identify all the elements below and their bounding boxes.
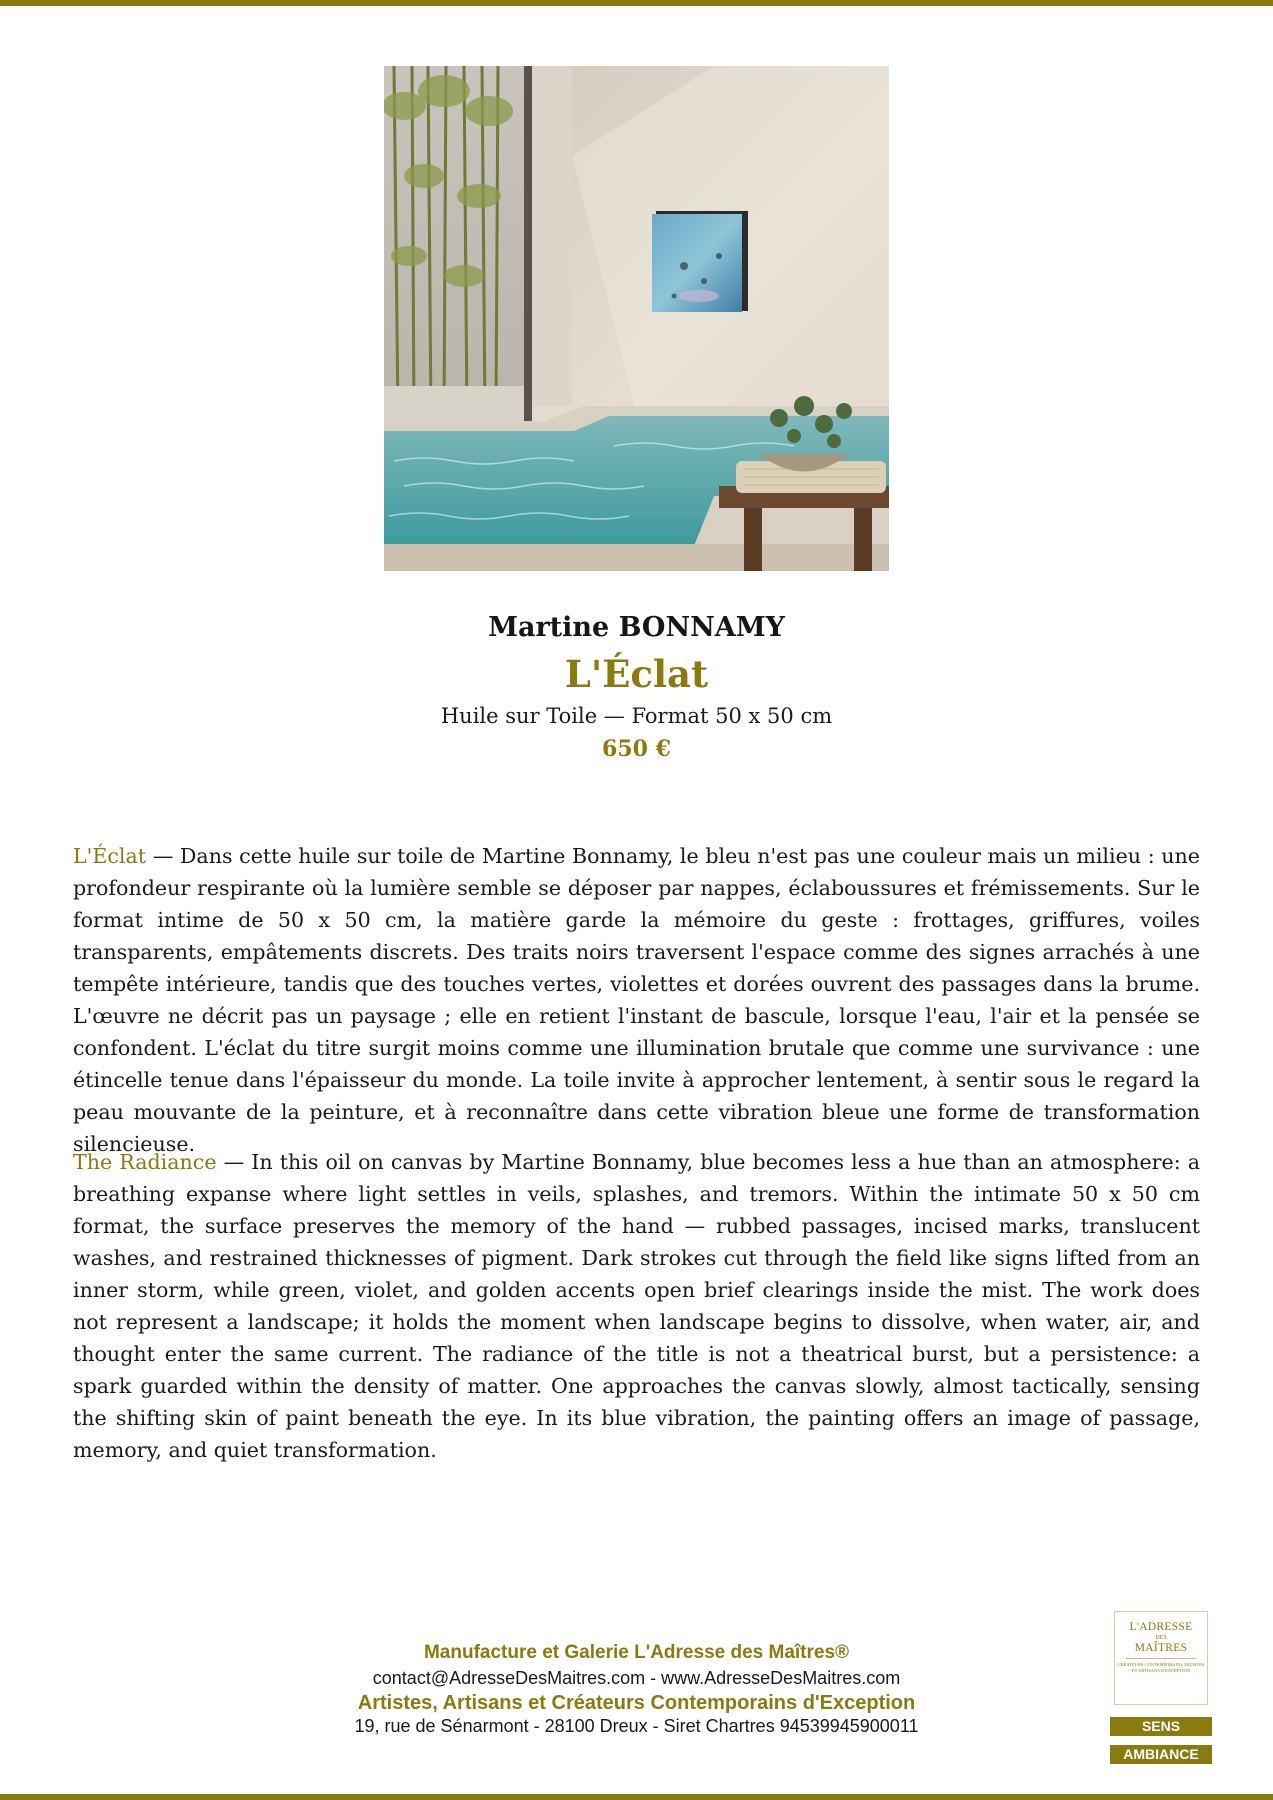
top-accent-bar — [0, 0, 1273, 6]
gallery-logo — [1114, 1611, 1208, 1705]
description-french-lead: L'Éclat — [73, 844, 147, 868]
logo-line-1: L'ADRESSE — [1129, 1621, 1193, 1633]
footer-tagline: Artistes, Artisans et Créateurs Contemporains d'Exception — [357, 1692, 916, 1714]
artwork-photo — [384, 66, 889, 571]
logo-divider — [1126, 1658, 1196, 1659]
artist-name: Martine BONNAMY — [488, 612, 785, 643]
description-french-body: — Dans cette huile sur toile de Martine Bonnamy, le bleu n'est pas une couleur mais un milieu : une profondeur respirante où la lumière semble se déposer par nappes, éclaboussures et frémissements. Sur le format intime de 50 x 50 cm, la matière garde la mémoire du geste : frottages, griffures, voiles transparents, empâtements discrets. Des traits noirs traversent l'espace comme des signes arrachés à une tempête intérieure, tandis que des touches vertes, violettes et dorées ouvrent des passages dans la brume. L'œuvre ne décrit pas un paysage ; elle en retient l'instant de bascule, lorsque l'eau, l'air et la pensée se confondent. L'éclat du titre surgit moins comme une illumination brutale que comme une survivance : une étincelle tenue dans l'épaisseur du monde. La toile invite à approcher lentement, à sentir sous le regard la peau mouvante de la peinture, et à reconnaître dans cette vibration bleue une forme de transformation silencieuse. — [73, 844, 1200, 1156]
footer-contact[interactable]: contact@AdresseDesMaitres.com - www.AdresseDesMaitres.com — [372, 1668, 901, 1688]
footer-gallery-name: Manufacture et Galerie L'Adresse des Maîtres® — [423, 1642, 850, 1663]
tag-ambiance: AMBIANCE — [1110, 1745, 1212, 1764]
artwork-price: 650 € — [602, 736, 671, 762]
tag-sens: SENS — [1110, 1717, 1212, 1736]
bottom-accent-bar — [0, 1794, 1273, 1800]
description-english — [73, 1146, 1200, 1466]
artwork-title: L'Éclat — [564, 652, 709, 696]
artwork-medium-format: Huile sur Toile — Format 50 x 50 cm — [440, 704, 833, 728]
logo-line-2: DES — [1155, 1635, 1167, 1641]
logo-line-4: CRÉATEURS CONTEMPORAINS ARTISTES ET ARTISANS D'EXCEPTION — [1117, 1662, 1205, 1673]
description-english-body: — In this oil on canvas by Martine Bonnamy, blue becomes less a hue than an atmosphere: a breathing expanse where light settles in veils, splashes, and tremors. Within the intimate 50 x 50 cm format, the surface preserves the memory of the hand — rubbed passages, incised marks, translucent washes, and restrained thicknesses of pigment. Dark strokes cut through the field like signs lifted from an inner storm, while green, violet, and golden accents open brief clearings inside the mist. The work does not represent a landscape; it holds the moment when landscape begins to dissolve, when water, air, and thought enter the same current. The radiance of the title is not a theatrical burst, but a persistence: a spark guarded within the density of matter. One approaches the canvas slowly, almost tactically, sensing the shifting skin of paint beneath the eye. In its blue vibration, the painting offers an image of passage, memory, and quiet transformation. — [73, 1150, 1200, 1462]
logo-line-3: MAÎTRES — [1134, 1642, 1188, 1654]
description-english-lead: The Radiance — [73, 1150, 217, 1174]
footer-address: 19, rue de Sénarmont - 28100 Dreux - Siret Chartres 94539945900011 — [354, 1716, 919, 1736]
description-french — [73, 840, 1200, 1160]
